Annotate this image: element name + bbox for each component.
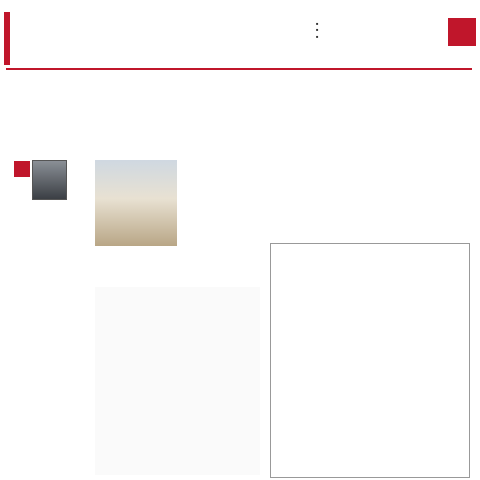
section-credits: ■ ■ ■ [316,20,319,39]
bar-chart [95,326,260,468]
article-col1 [14,215,90,477]
prensa-regional-logo [448,18,476,46]
sunass-announcement [270,243,470,478]
building-photo [95,160,177,246]
author-photo [32,160,67,200]
divider [6,68,472,70]
postgrado-logo [4,17,10,61]
masthead [4,15,476,67]
author-logo [14,161,30,177]
